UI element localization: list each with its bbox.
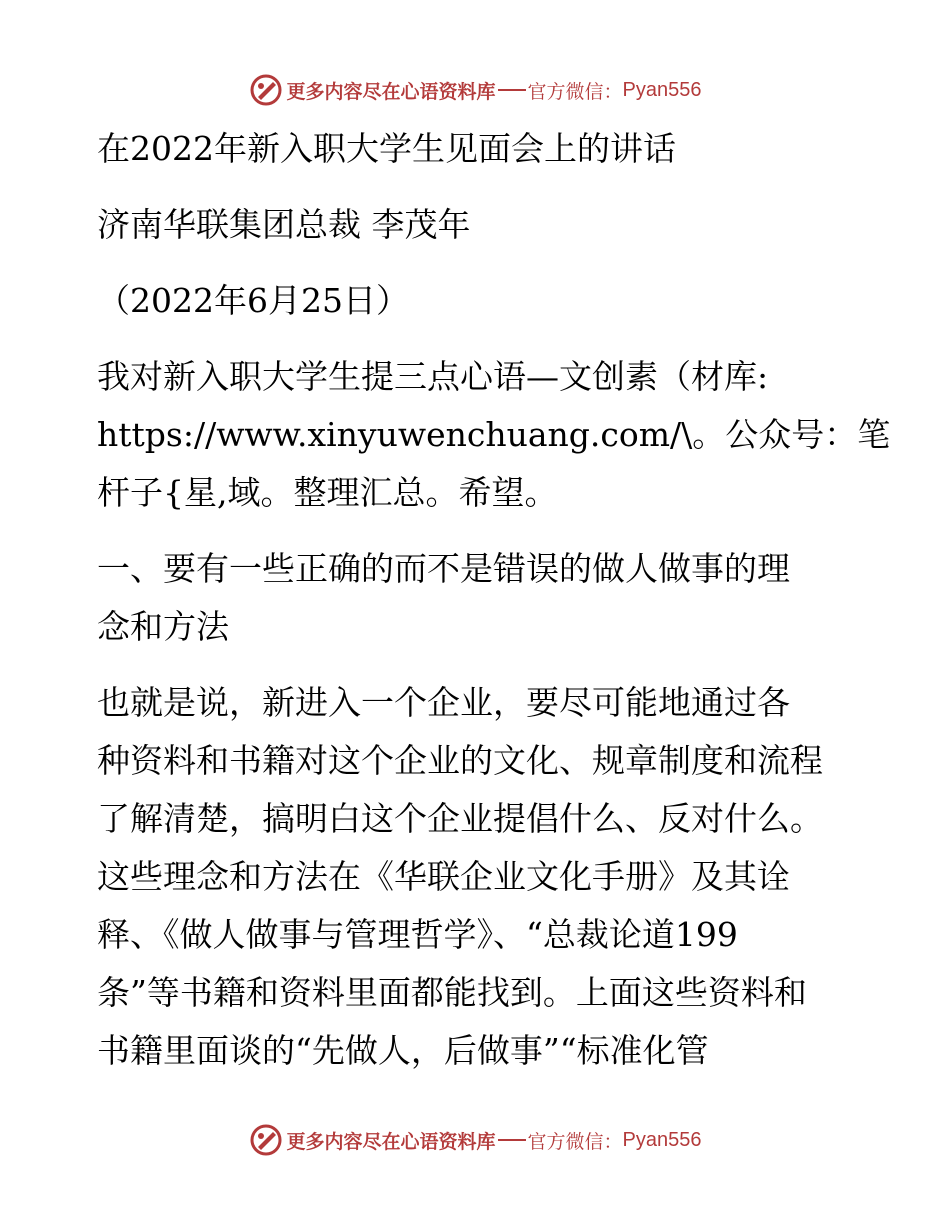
banner-text: 更多内容尽在心语资料库 — [286, 1130, 496, 1153]
paragraph-line: 种资料和书籍对这个企业的文化、规章制度和流程 — [97, 741, 823, 780]
brand-logo-icon — [249, 1123, 283, 1157]
paragraph-line: 书籍里面谈的“先做人，后做事”“标准化管 — [97, 1031, 709, 1070]
footer-watermark-banner — [0, 1120, 950, 1160]
heading-line: 一、要有一些正确的而不是错误的做人做事的理 — [97, 549, 790, 588]
header-watermark-banner — [0, 70, 950, 110]
paragraph-line: 也就是说，新进入一个企业，要尽可能地通过各 — [97, 683, 790, 722]
paragraph-line: https://www.xinyuwenchuang.com/\。公众号：笔 — [97, 415, 891, 454]
banner-wechat-id: Pyan556 — [622, 78, 702, 101]
banner-wechat-label: 官方微信： — [527, 1130, 623, 1153]
heading-line: 念和方法 — [97, 607, 229, 646]
paragraph-line: 了解清楚，搞明白这个企业提倡什么、反对什么。 — [97, 799, 823, 838]
paragraph-line: 杆子{星,域。整理汇总。希望。 — [97, 473, 558, 512]
document-title: 在2022年新入职大学生见面会上的讲话 — [97, 129, 676, 168]
paragraph-line: 这些理念和方法在《华联企业文化手册》及其诠 — [97, 857, 790, 896]
banner-text: 更多内容尽在心语资料库 — [286, 80, 496, 103]
paragraph-line: 释、《做人做事与管理哲学》、“总裁论道199 — [97, 915, 738, 954]
banner-dash — [498, 89, 526, 91]
paragraph-intro — [97, 348, 891, 522]
brand-logo-icon — [249, 73, 283, 107]
banner-dash — [498, 1139, 526, 1141]
banner-wechat-id: Pyan556 — [622, 1128, 702, 1151]
paragraph-line: 条”等书籍和资料里面都能找到。上面这些资料和 — [97, 973, 807, 1012]
section-heading-1 — [97, 540, 857, 656]
paragraph-body — [97, 674, 857, 1080]
document-date: （2022年6月25日） — [97, 281, 409, 320]
paragraph-line: 我对新入职大学生提三点心语—文创素（材库: — [97, 357, 769, 396]
document-body — [97, 120, 891, 1080]
banner-wechat-label: 官方微信： — [527, 80, 623, 103]
document-author: 济南华联集团总裁 李茂年 — [97, 205, 471, 244]
